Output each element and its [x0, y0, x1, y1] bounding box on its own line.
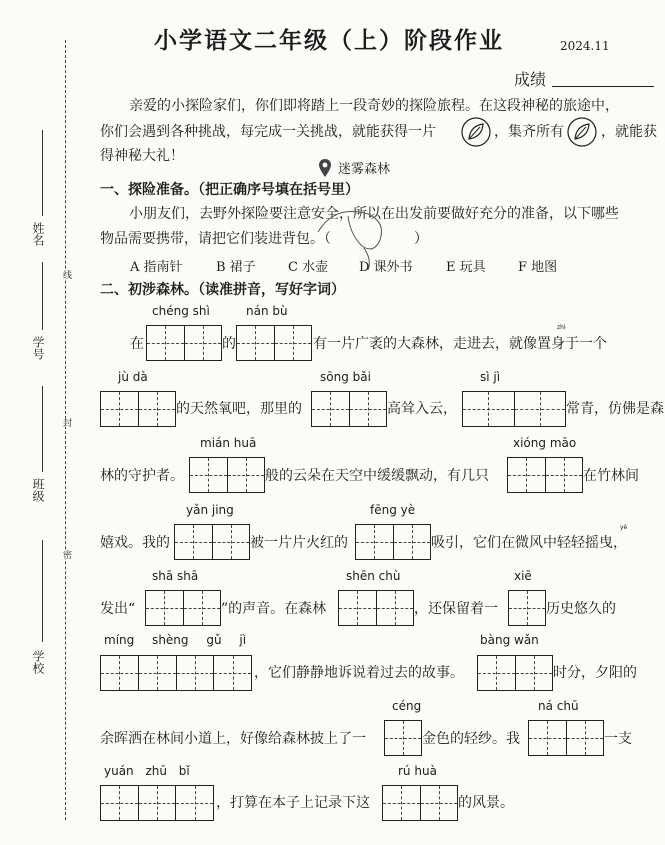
fill-text: ，它们静静地诉说着过去的故事。 — [254, 665, 464, 681]
margin-label-number: 学号 — [31, 336, 45, 360]
writing-grid-xie[interactable] — [508, 590, 546, 626]
fill-text: 在竹林间 — [583, 468, 639, 484]
fill-text: 在 — [130, 336, 144, 352]
writing-grid-yuanzhubi[interactable] — [100, 785, 214, 821]
fill-text: 金色的轻纱。我 — [422, 731, 520, 747]
pinyin: mián huā — [200, 436, 257, 450]
section2-heading: 二、初涉森林。（读准拼音，写好字词） — [100, 282, 345, 298]
leaf-icon — [566, 116, 598, 152]
fill-text: ，打算在本子上记录下这 — [216, 795, 370, 811]
pinyin: shā shā — [152, 569, 199, 583]
fill-text: 嬉戏。我的 — [100, 535, 170, 551]
intro-line-2c: ，就能获 — [601, 124, 657, 140]
score-blank[interactable] — [552, 86, 654, 87]
pinyin-annotation: yè — [620, 524, 628, 531]
pinyin: yǎn jing — [186, 503, 234, 517]
writing-grid-nachu[interactable] — [528, 720, 604, 756]
writing-grid-ruhua[interactable] — [382, 785, 458, 821]
score-label: 成绩 — [514, 70, 547, 89]
location-pin-icon — [318, 158, 332, 182]
fill-text: 时分，夕阳的 — [553, 665, 637, 681]
pinyin: xióng māo — [513, 436, 577, 450]
pinyin: ná chū — [538, 699, 579, 713]
writing-grid-shasha[interactable] — [145, 590, 221, 626]
seal-mark-feng: 封 — [61, 418, 71, 427]
pinyin: jù dà — [118, 370, 148, 384]
writing-grid-chengshi[interactable] — [146, 325, 222, 361]
intro-line-2b: ，集齐所有 — [494, 124, 564, 140]
fill-text: 的天然氧吧，那里的 — [176, 401, 302, 417]
writing-grid-mingshengguji[interactable] — [100, 655, 252, 691]
option-b: B 裙子 — [216, 260, 256, 275]
intro-line-3: 得神秘大礼！ — [100, 148, 184, 164]
seal-mark-mi: 密 — [61, 550, 71, 559]
margin-blank-class[interactable] — [42, 386, 43, 472]
fill-text: 有一片广袤的大森林，走进去，就像置身于一个 — [313, 336, 607, 352]
writing-grid-nanbu[interactable] — [236, 325, 312, 361]
option-c: C 水壶 — [288, 260, 329, 275]
fill-text: 一支 — [604, 731, 632, 747]
writing-grid-songbai[interactable] — [311, 391, 387, 427]
pinyin: rú huà — [398, 764, 437, 778]
section1-bracket-close: ） — [414, 231, 428, 247]
writing-grid-bangwan[interactable] — [477, 655, 553, 691]
writing-grid-ceng[interactable] — [384, 720, 422, 756]
fill-text: ，还保留着一 — [414, 601, 498, 617]
margin-label-school: 学校 — [31, 650, 45, 674]
writing-grid-shenchu[interactable] — [338, 590, 414, 626]
pinyin: shēn chù — [346, 569, 401, 583]
fill-text: 林的守护者。 — [100, 468, 184, 484]
binding-dashed-line — [65, 40, 66, 820]
fill-text: 的 — [222, 336, 236, 352]
pinyin: míng shèng gǔ jì — [104, 633, 247, 647]
margin-blank-school[interactable] — [42, 540, 43, 642]
fill-text: 的风景。 — [458, 795, 514, 811]
fill-text: 般的云朵在天空中缓缓飘动，有几只 — [265, 468, 489, 484]
page-title: 小学语文二年级（上）阶段作业 — [154, 27, 504, 54]
fill-text: 吸引，它们在微风中轻轻摇曳， — [431, 535, 627, 551]
writing-grid-fengye[interactable] — [355, 524, 431, 560]
pinyin: bàng wǎn — [480, 633, 539, 647]
date-label: 2024.11 — [560, 39, 610, 53]
leaf-icon — [460, 116, 492, 152]
option-f: F 地图 — [518, 260, 558, 275]
section1-text-2: 物品需要携带，请把它们装进背包。（ — [100, 231, 331, 247]
margin-blank-name[interactable] — [42, 130, 43, 216]
pinyin: xiē — [514, 569, 532, 583]
pinyin: fēng yè — [370, 503, 416, 517]
section1-text-1: 小朋友们，去野外探险要注意安全，所以在出发前要做好充分的准备，以下哪些 — [129, 206, 619, 222]
writing-grid-xiongmao[interactable] — [507, 457, 583, 493]
pinyin-annotation: zhì — [557, 324, 566, 331]
stage-title: 迷雾森林 — [338, 162, 391, 177]
fill-text: 余晖洒在林间小道上，好像给森林披上了一 — [100, 731, 366, 747]
writing-grid-siji[interactable] — [462, 391, 566, 427]
margin-blank-number[interactable] — [42, 262, 43, 330]
margin-label-class: 班级 — [31, 478, 45, 502]
intro-line-2a: 你们会遇到各种挑战，每完成一关挑战，就能获得一片 — [100, 124, 436, 140]
option-a: A 指南针 — [130, 260, 183, 275]
fill-text: ”的声音。在森林 — [221, 601, 327, 617]
margin-label-name: 姓名 — [31, 222, 45, 246]
section1-heading: 一、探险准备。（把正确序号填在括号里） — [100, 182, 359, 198]
option-e: E 玩具 — [446, 260, 486, 275]
seal-mark-xian: 线 — [61, 270, 71, 279]
option-d: D 课外书 — [359, 260, 413, 275]
pinyin: chéng shì — [152, 304, 210, 318]
pinyin: céng — [392, 699, 422, 713]
intro-line-1: 亲爱的小探险家们，你们即将踏上一段奇妙的探险旅程。在这段神秘的旅途中， — [129, 98, 619, 114]
fill-text: 发出“ — [100, 601, 136, 617]
fill-text: 高耸入云， — [387, 401, 457, 417]
writing-grid-juda[interactable] — [100, 391, 176, 427]
writing-grid-yanjing[interactable] — [174, 524, 250, 560]
pinyin: sì jì — [480, 370, 501, 384]
pinyin: yuán zhū bǐ — [104, 764, 190, 778]
fill-text: 常青，仿佛是森 — [566, 401, 664, 417]
fill-text: 被一片片火红的 — [250, 535, 348, 551]
fill-text: 历史悠久的 — [546, 601, 616, 617]
pinyin: sōng bǎi — [320, 370, 371, 384]
pinyin: nán bù — [246, 304, 288, 318]
writing-grid-mianhua[interactable] — [189, 457, 265, 493]
